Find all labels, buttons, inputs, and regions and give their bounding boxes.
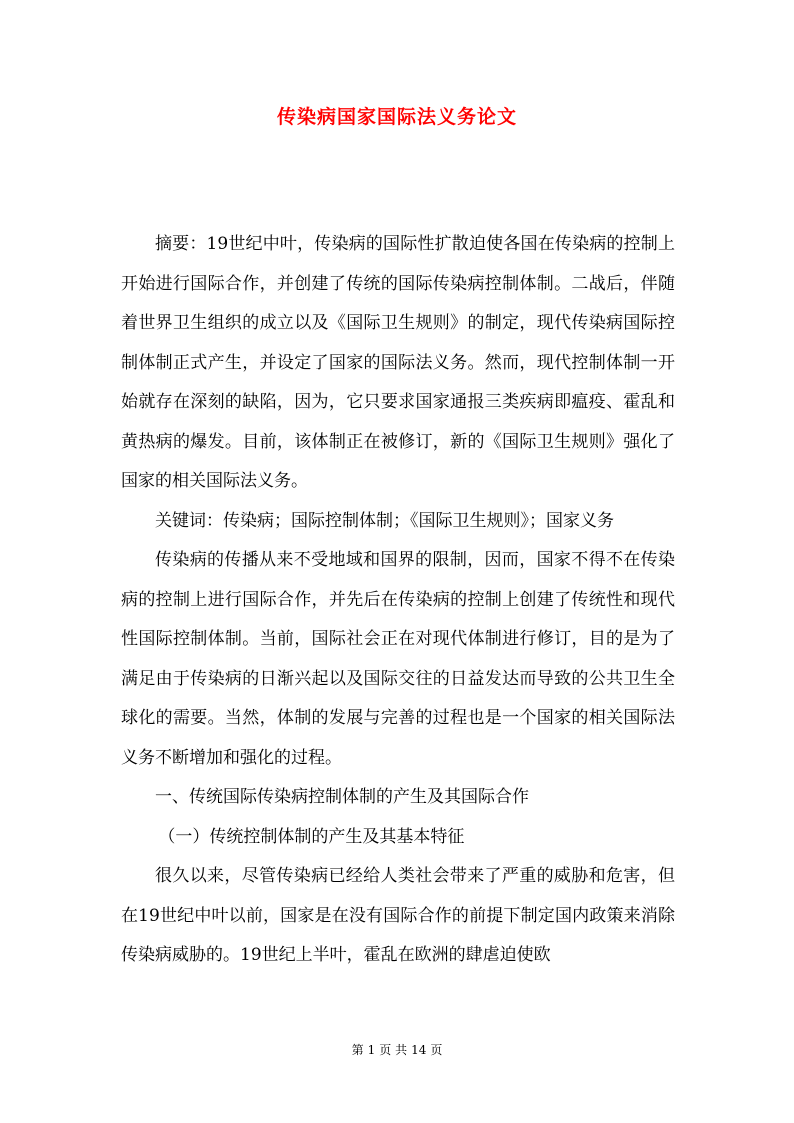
subsection-heading: （一）传统控制体制的产生及其基本特征 — [158, 826, 465, 847]
section-heading: 一、传统国际传染病控制体制的产生及其国际合作 — [155, 787, 529, 807]
footer-current-page: 1 — [367, 1043, 376, 1057]
abstract-paragraph: 摘要：19世纪中叶，传染病的国际性扩散迫使各国在传染病的控制上开始进行国际合作，并创建了传统的国际传染病控制体制。二战后，伴随着世界卫生组织的成立以及《国际卫生规则》的制定，现代传染病国际控制体制正式产生，并设定了国家的国际法义务。然而，现代控制体制一开始就存在深刻的缺陷，因为，它只要求国家通报三类疾病即瘟疫、霍乱和黄热病的爆发。目前，该体制正在被修订，新的《国际卫生规则》强化了国家的相关国际法义务。 — [121, 234, 675, 491]
document-body — [121, 225, 675, 976]
page-footer — [0, 1041, 794, 1058]
keywords-paragraph: 关键词：传染病；国际控制体制；《国际卫生规则》；国家义务 — [155, 510, 614, 531]
footer-suffix: 页 — [430, 1043, 443, 1057]
body-paragraph: 很久以来，尽管传染病已经给人类社会带来了严重的威胁和危害，但在19世纪中叶以前，国家是在没有国际合作的前提下制定国内政策来消除传染病威胁的。19世纪上半叶，霍乱在欧洲的肆虐迫使欧 — [121, 866, 675, 965]
footer-middle: 页 共 — [379, 1043, 408, 1057]
footer-prefix: 第 — [351, 1043, 364, 1057]
intro-paragraph: 传染病的传播从来不受地域和国界的限制，因而，国家不得不在传染病的控制上进行国际合作，并先后在传染病的控制上创建了传统性和现代性国际控制体制。当前，国际社会正在对现代体制进行修订，目的是为了满足由于传染病的日渐兴起以及国际交往的日益发达而导致的公共卫生全球化的需要。当然，体制的发展与完善的过程也是一个国家的相关国际法义务不断增加和强化的过程。 — [121, 550, 675, 768]
footer-total-pages: 14 — [411, 1043, 427, 1057]
document-title: 传染病国家国际法义务论文 — [276, 106, 517, 128]
